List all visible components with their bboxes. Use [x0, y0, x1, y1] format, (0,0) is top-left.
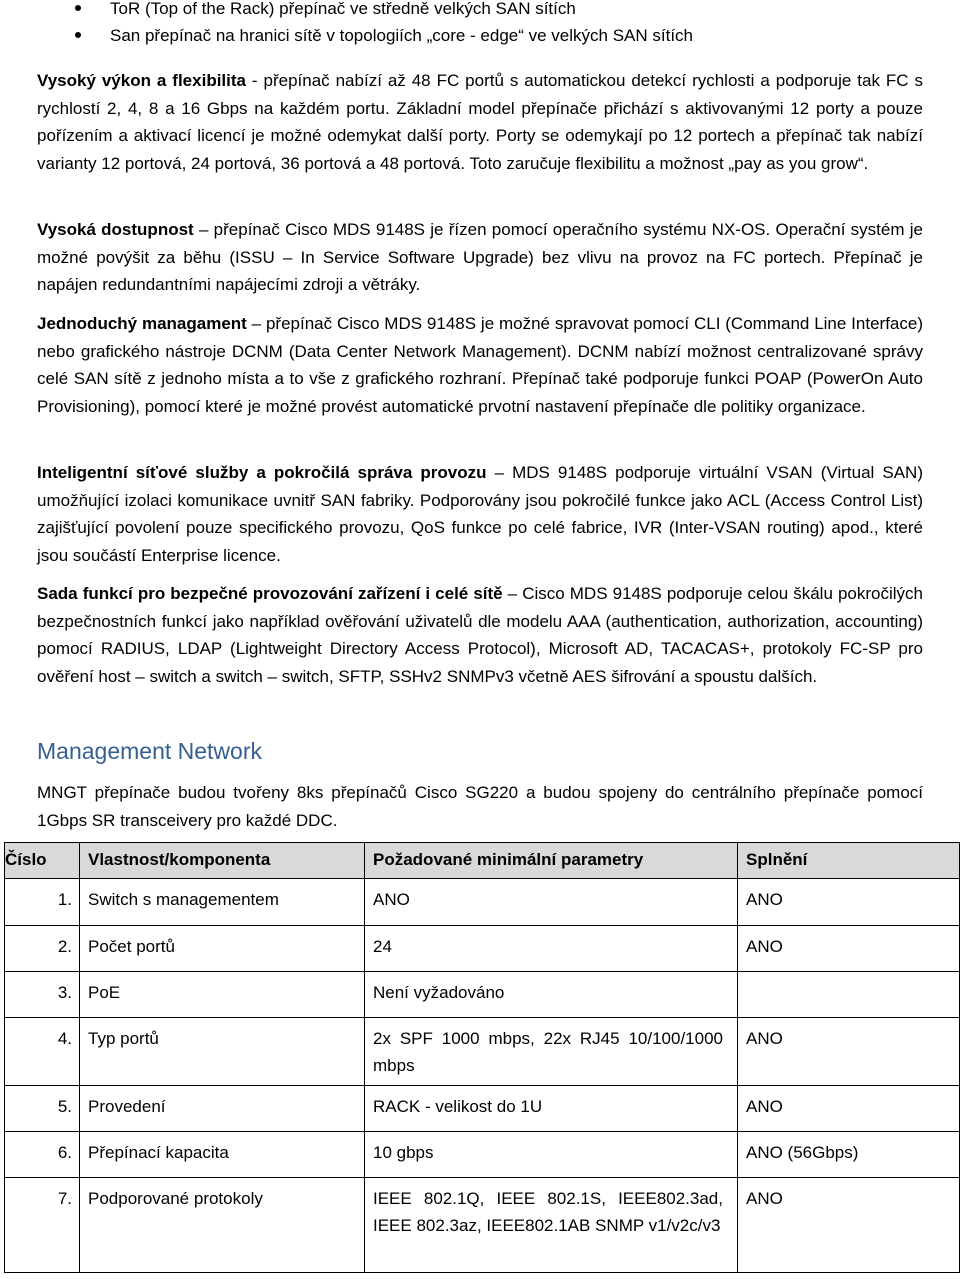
- table-row: [5, 1018, 960, 1086]
- row-property: Podporované protokoly: [80, 1178, 365, 1273]
- bullet-list: [36, 0, 693, 49]
- row-number: 2.: [57, 937, 72, 956]
- paragraph-management: [37, 310, 923, 420]
- row-compliance: ANO: [738, 879, 960, 926]
- row-number: 5.: [57, 1097, 72, 1116]
- row-requirement: ANO: [365, 879, 738, 926]
- row-compliance: [738, 972, 960, 1018]
- row-number: 7.: [57, 1189, 72, 1208]
- row-property: Přepínací kapacita: [80, 1132, 365, 1178]
- paragraph-security: [37, 580, 923, 690]
- row-compliance: ANO: [738, 926, 960, 972]
- header-requirements: Požadované minimální parametry: [365, 843, 738, 879]
- table-row: [5, 972, 960, 1018]
- row-number: 1.: [57, 890, 72, 909]
- row-requirement: Není vyžadováno: [365, 972, 738, 1018]
- row-requirement: IEEE 802.1Q, IEEE 802.1S, IEEE802.3ad, IEEE 802.3az, IEEE802.1AB SNMP v1/v2c/v3: [365, 1178, 738, 1273]
- paragraph-availability: [37, 216, 923, 299]
- table-row: [5, 1132, 960, 1178]
- row-compliance: ANO: [738, 1178, 960, 1273]
- row-number: 6.: [57, 1143, 72, 1162]
- header-number: Číslo: [5, 843, 80, 879]
- row-property: Počet portů: [80, 926, 365, 972]
- header-compliance: Splnění: [738, 843, 960, 879]
- paragraph-heading: Vysoká dostupnost: [37, 220, 194, 239]
- paragraph-performance: [37, 67, 923, 177]
- row-property: PoE: [80, 972, 365, 1018]
- paragraph-network-services: [37, 459, 923, 569]
- paragraph-heading: Jednoduchý managament: [37, 314, 247, 333]
- header-property: Vlastnost/komponenta: [80, 843, 365, 879]
- row-property: Provedení: [80, 1086, 365, 1132]
- section-paragraph: MNGT přepínače budou tvořeny 8ks přepínačů Cisco SG220 a budou spojeny do centrálního přepínače pomocí 1Gbps SR transceivery pro každé DDC.: [37, 783, 923, 830]
- row-requirement: 2x SPF 1000 mbps, 22x RJ45 10/100/1000 mbps: [365, 1018, 738, 1086]
- paragraph-text: – MDS 9148S podporuje virtuální VSAN (Virtual SAN) umožňující izolaci komunikace uvnitř SAN fabriky. Podporovány jsou pokročilé funkce jako ACL (Access Control List) zajišťující povolení pouze specifického provozu, QoS funkce po celé fabrice, IVR (Inter-VSAN routing) apod., které jsou součástí Enterprise licence.: [37, 463, 923, 565]
- requirements-table: [4, 842, 960, 1273]
- paragraph-text: - přepínač nabízí až 48 FC portů s automatickou detekcí rychlosti a podporuje tak FC s rychlostí 2, 4, 8 a 16 Gbps na každém portu. Základní model přepínače přichází s aktivovanými 12 porty a pouze pořízením a aktivací licencí je možné odemykat další porty. Porty se odemykají po 12 portech a přepínač tak nabízí varianty 12 portová, 24 portová, 36 portová a 48 portová. Toto zaručuje flexibilitu a možnost „pay as you grow“.: [37, 71, 923, 173]
- row-property: Typ portů: [80, 1018, 365, 1086]
- table-header-row: [5, 843, 960, 879]
- section-heading: Management Network: [37, 738, 262, 764]
- paragraph-text: – Cisco MDS 9148S podporuje celou škálu pokročilých bezpečnostních funkcí jako například ověřování uživatelů dle modelu AAA (authentication, authorization, accounting) pomocí RADIUS, LDAP (Lightweight Directory Access Protocol), Microsoft AD, TACACAS+, protokoly FC-SP pro ověření host – switch a switch – switch, SFTP, SSHv2 SNMPv3 včetně AES šifrování a spoustu dalších.: [37, 584, 923, 686]
- paragraph-text: – přepínač Cisco MDS 9148S je možné spravovat pomocí CLI (Command Line Interface) nebo grafického nástroje DCNM (Data Center Network Management). DCNM nabízí možnost centralizované správy celé SAN sítě z jednoho místa a to vše z grafického rozhraní. Přepínač také podporuje funkci POAP (PowerOn Auto Provisioning), pomocí které je možné provést automatické prvotní nastavení přepínače dle politiky organizace.: [37, 314, 923, 416]
- paragraph-text: – přepínač Cisco MDS 9148S je řízen pomocí operačního systému NX-OS. Operační systém je možné povýšit za běhu (ISSU – In Service Software Upgrade) bez vlivu na provoz na FC portech. Přepínač je napájen redundantními napájecími zdroji a větráky.: [37, 220, 923, 294]
- table-row: [5, 1178, 960, 1273]
- row-requirement: 10 gbps: [365, 1132, 738, 1178]
- row-number: 4.: [57, 1029, 72, 1048]
- row-property: Switch s managementem: [80, 879, 365, 926]
- bullet-item: San přepínač na hranici sítě v topologiích „core - edge“ ve velkých SAN sítích: [36, 22, 693, 49]
- row-compliance: ANO (56Gbps): [738, 1132, 960, 1178]
- paragraph-heading: Vysoký výkon a flexibilita: [37, 71, 246, 90]
- paragraph-heading: Sada funkcí pro bezpečné provozování zařízení i celé sítě: [37, 584, 503, 603]
- table-row: [5, 926, 960, 972]
- row-compliance: ANO: [738, 1086, 960, 1132]
- row-number: 3.: [57, 983, 72, 1002]
- table-row: [5, 879, 960, 926]
- paragraph-heading: Inteligentní síťové služby a pokročilá správa provozu: [37, 463, 487, 482]
- row-compliance: ANO: [738, 1018, 960, 1086]
- bullet-item: ToR (Top of the Rack) přepínač ve středně velkých SAN sítích: [36, 0, 693, 22]
- row-requirement: 24: [365, 926, 738, 972]
- row-requirement: RACK - velikost do 1U: [365, 1086, 738, 1132]
- table-row: [5, 1086, 960, 1132]
